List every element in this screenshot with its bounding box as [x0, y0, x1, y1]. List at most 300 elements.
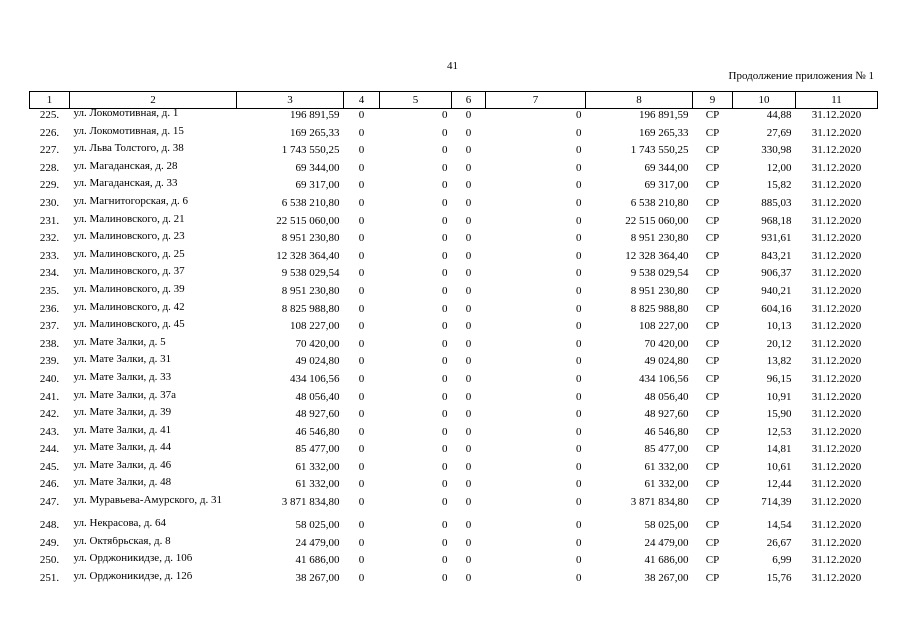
col7-value: 0	[576, 460, 582, 473]
col7-value: 0	[576, 232, 582, 245]
col8-value: 8 951 230,80	[630, 232, 689, 245]
col4-value: 0	[358, 390, 365, 403]
col7-value: 0	[576, 496, 582, 509]
col5-value: 0	[442, 196, 448, 209]
col10-value: 20,12	[766, 337, 792, 350]
col10-value: 13,82	[766, 355, 792, 368]
col8-value: 69 344,00	[644, 161, 689, 174]
col10-value: 10,61	[766, 460, 792, 473]
col5-value: 0	[442, 109, 448, 121]
col10-value: 12,53	[766, 425, 792, 438]
col7-value: 0	[576, 249, 582, 262]
col11-date: 31.12.2020	[811, 267, 862, 280]
row-number: 227.	[39, 144, 60, 157]
col4-value: 0	[358, 355, 365, 368]
address: ул. Магаданская, д. 28	[73, 161, 178, 172]
col11-date: 31.12.2020	[811, 179, 862, 192]
col4-value: 0	[358, 214, 365, 227]
col11-date: 31.12.2020	[811, 496, 862, 509]
col11-date: 31.12.2020	[811, 443, 862, 456]
col4-value: 0	[358, 302, 365, 315]
col11-date: 31.12.2020	[811, 460, 862, 473]
col4-value: 0	[358, 161, 365, 174]
address: ул. Мате Залки, д. 31	[73, 355, 172, 366]
col6-value: 0	[465, 496, 472, 509]
col7-value: 0	[576, 196, 582, 209]
col7-value: 0	[576, 144, 582, 157]
col10-value: 12,44	[766, 478, 792, 491]
address: ул. Мате Залки, д. 41	[73, 425, 172, 436]
col6-value: 0	[465, 302, 472, 315]
col5-value: 0	[442, 337, 448, 350]
col4-value: 0	[358, 144, 365, 157]
col9-code: СР	[705, 249, 720, 262]
col11-date: 31.12.2020	[811, 302, 862, 315]
row-number: 249.	[39, 536, 60, 549]
col4-value: 0	[358, 196, 365, 209]
address: ул. Малиновского, д. 45	[73, 320, 185, 331]
col11-date: 31.12.2020	[811, 337, 862, 350]
table-row	[30, 554, 878, 572]
col4-value: 0	[358, 337, 365, 350]
col3-value: 108 227,00	[290, 320, 340, 333]
col6-value: 0	[465, 232, 472, 245]
address: ул. Локомотивная, д. 1	[73, 108, 179, 119]
col6-value: 0	[465, 478, 472, 491]
table-row	[30, 408, 878, 426]
address: ул. Октябрьская, д. 8	[73, 536, 171, 547]
col7-value: 0	[576, 536, 582, 549]
column-header-10: 10	[733, 92, 796, 109]
table-row	[30, 478, 878, 496]
col11-date: 31.12.2020	[811, 320, 862, 333]
col6-value: 0	[465, 536, 472, 549]
col5-value: 0	[442, 554, 448, 567]
col3-value: 3 871 834,80	[281, 496, 340, 509]
col10-value: 885,03	[761, 196, 792, 209]
col4-value: 0	[358, 179, 365, 192]
column-header-6: 6	[452, 92, 486, 109]
row-number: 226.	[39, 126, 60, 139]
col7-value: 0	[576, 267, 582, 280]
col5-value: 0	[442, 390, 448, 403]
col6-value: 0	[465, 519, 472, 532]
table-row	[30, 537, 878, 555]
col5-value: 0	[442, 302, 448, 315]
col3-value: 38 267,00	[295, 571, 340, 584]
col8-value: 48 927,60	[644, 408, 689, 421]
col8-value: 434 106,56	[639, 372, 689, 385]
col5-value: 0	[442, 320, 448, 333]
col8-value: 49 024,80	[644, 355, 689, 368]
col3-value: 434 106,56	[290, 372, 340, 385]
col11-date: 31.12.2020	[811, 232, 862, 245]
col11-date: 31.12.2020	[811, 478, 862, 491]
col9-code: СР	[705, 267, 720, 280]
row-number: 245.	[39, 460, 60, 473]
col10-value: 843,21	[761, 249, 792, 262]
col10-value: 714,39	[761, 496, 792, 509]
col6-value: 0	[465, 372, 472, 385]
col4-value: 0	[358, 232, 365, 245]
col5-value: 0	[442, 232, 448, 245]
col3-value: 8 951 230,80	[281, 232, 340, 245]
col3-value: 196 891,59	[290, 109, 340, 121]
col8-value: 1 743 550,25	[630, 144, 689, 157]
col5-value: 0	[442, 249, 448, 262]
table-body	[30, 109, 878, 590]
col10-value: 12,00	[766, 161, 792, 174]
col6-value: 0	[465, 355, 472, 368]
col6-value: 0	[465, 460, 472, 473]
col6-value: 0	[465, 320, 472, 333]
col10-value: 27,69	[766, 126, 792, 139]
col11-date: 31.12.2020	[811, 126, 862, 139]
table-row	[30, 572, 878, 590]
col7-value: 0	[576, 519, 582, 532]
col4-value: 0	[358, 536, 365, 549]
col6-value: 0	[465, 284, 472, 297]
col5-value: 0	[442, 144, 448, 157]
col7-value: 0	[576, 320, 582, 333]
col7-value: 0	[576, 302, 582, 315]
col10-value: 96,15	[766, 372, 792, 385]
col7-value: 0	[576, 179, 582, 192]
col9-code: СР	[705, 284, 720, 297]
continuation-label: Продолжение приложения № 1	[728, 70, 874, 82]
col8-value: 38 267,00	[644, 571, 689, 584]
col11-date: 31.12.2020	[811, 355, 862, 368]
address: ул. Льва Толстого, д. 38	[73, 144, 184, 155]
col11-date: 31.12.2020	[811, 536, 862, 549]
col9-code: СР	[705, 408, 720, 421]
column-header-1: 1	[30, 92, 70, 109]
col5-value: 0	[442, 179, 448, 192]
col8-value: 58 025,00	[644, 519, 689, 532]
col8-value: 61 332,00	[644, 478, 689, 491]
row-number: 225.	[39, 109, 60, 121]
col9-code: СР	[705, 355, 720, 368]
table-row	[30, 144, 878, 162]
col10-value: 15,76	[766, 571, 792, 584]
row-number: 244.	[39, 443, 60, 456]
col9-code: СР	[705, 390, 720, 403]
col9-code: СР	[705, 109, 720, 121]
col3-value: 22 515 060,00	[276, 214, 340, 227]
col6-value: 0	[465, 337, 472, 350]
address: ул. Малиновского, д. 23	[73, 232, 185, 243]
row-number: 246.	[39, 478, 60, 491]
col8-value: 8 825 988,80	[630, 302, 689, 315]
table-row	[30, 285, 878, 303]
col9-code: СР	[705, 425, 720, 438]
column-header-9: 9	[693, 92, 733, 109]
col4-value: 0	[358, 460, 365, 473]
col7-value: 0	[576, 408, 582, 421]
col3-value: 24 479,00	[295, 536, 340, 549]
address: ул. Некрасова, д. 64	[73, 519, 166, 530]
col10-value: 44,88	[766, 109, 792, 121]
row-number: 236.	[39, 302, 60, 315]
col11-date: 31.12.2020	[811, 161, 862, 174]
table-row	[30, 179, 878, 197]
table-row	[30, 461, 878, 479]
address: ул. Мате Залки, д. 44	[73, 443, 172, 454]
col8-value: 3 871 834,80	[630, 496, 689, 509]
address: ул. Магнитогорская, д. 6	[73, 196, 188, 207]
col3-value: 58 025,00	[295, 519, 340, 532]
col9-code: СР	[705, 554, 720, 567]
table-row	[30, 496, 878, 519]
col3-value: 1 743 550,25	[281, 144, 340, 157]
col6-value: 0	[465, 267, 472, 280]
col8-value: 196 891,59	[639, 109, 689, 121]
row-number: 234.	[39, 267, 60, 280]
col9-code: СР	[705, 214, 720, 227]
col4-value: 0	[358, 249, 365, 262]
col6-value: 0	[465, 179, 472, 192]
row-number: 239.	[39, 355, 60, 368]
col7-value: 0	[576, 554, 582, 567]
col5-value: 0	[442, 126, 448, 139]
column-header-2: 2	[70, 92, 237, 109]
col9-code: СР	[705, 478, 720, 491]
col6-value: 0	[465, 443, 472, 456]
table-row	[30, 320, 878, 338]
col3-value: 12 328 364,40	[276, 249, 340, 262]
col6-value: 0	[465, 554, 472, 567]
table-row	[30, 443, 878, 461]
col11-date: 31.12.2020	[811, 109, 862, 121]
col11-date: 31.12.2020	[811, 408, 862, 421]
col9-code: СР	[705, 196, 720, 209]
table-row	[30, 519, 878, 537]
col4-value: 0	[358, 320, 365, 333]
col4-value: 0	[358, 267, 365, 280]
col5-value: 0	[442, 408, 448, 421]
col4-value: 0	[358, 425, 365, 438]
col3-value: 48 056,40	[295, 390, 340, 403]
col4-value: 0	[358, 478, 365, 491]
col8-value: 61 332,00	[644, 460, 689, 473]
col8-value: 6 538 210,80	[630, 196, 689, 209]
header-row	[30, 92, 878, 109]
col3-value: 48 927,60	[295, 408, 340, 421]
col10-value: 14,54	[766, 519, 792, 532]
col8-value: 41 686,00	[644, 554, 689, 567]
col10-value: 15,82	[766, 179, 792, 192]
col3-value: 70 420,00	[295, 337, 340, 350]
column-header-3: 3	[237, 92, 344, 109]
col7-value: 0	[576, 443, 582, 456]
row-number: 233.	[39, 249, 60, 262]
col4-value: 0	[358, 554, 365, 567]
col8-value: 12 328 364,40	[625, 249, 689, 262]
col6-value: 0	[465, 425, 472, 438]
col5-value: 0	[442, 161, 448, 174]
col3-value: 85 477,00	[295, 443, 340, 456]
col9-code: СР	[705, 320, 720, 333]
col3-value: 169 265,33	[290, 126, 340, 139]
col10-value: 906,37	[761, 267, 792, 280]
col7-value: 0	[576, 126, 582, 139]
address: ул. Мате Залки, д. 37а	[73, 390, 177, 401]
col6-value: 0	[465, 249, 472, 262]
row-number: 248.	[39, 519, 60, 532]
col6-value: 0	[465, 571, 472, 584]
address: ул. Мате Залки, д. 39	[73, 408, 172, 419]
table-row	[30, 197, 878, 215]
row-number: 235.	[39, 284, 60, 297]
col6-value: 0	[465, 161, 472, 174]
col4-value: 0	[358, 408, 365, 421]
column-header-8: 8	[586, 92, 693, 109]
col8-value: 108 227,00	[639, 320, 689, 333]
col10-value: 10,13	[766, 320, 792, 333]
table-row	[30, 373, 878, 391]
table-row	[30, 162, 878, 180]
col11-date: 31.12.2020	[811, 144, 862, 157]
col4-value: 0	[358, 372, 365, 385]
col3-value: 6 538 210,80	[281, 196, 340, 209]
col8-value: 70 420,00	[644, 337, 689, 350]
col5-value: 0	[442, 460, 448, 473]
col11-date: 31.12.2020	[811, 196, 862, 209]
address: ул. Орджоникидзе, д. 10б	[73, 554, 193, 565]
row-number: 243.	[39, 425, 60, 438]
col9-code: СР	[705, 144, 720, 157]
address: ул. Орджоникидзе, д. 12б	[73, 571, 193, 582]
row-number: 229.	[39, 179, 60, 192]
col3-value: 69 317,00	[295, 179, 340, 192]
col5-value: 0	[442, 443, 448, 456]
row-number: 231.	[39, 214, 60, 227]
col10-value: 14,81	[766, 443, 792, 456]
page-number: 41	[447, 60, 458, 72]
col7-value: 0	[576, 478, 582, 491]
col7-value: 0	[576, 214, 582, 227]
row-number: 238.	[39, 337, 60, 350]
col10-value: 968,18	[761, 214, 792, 227]
col6-value: 0	[465, 126, 472, 139]
col10-value: 26,67	[766, 536, 792, 549]
col8-value: 24 479,00	[644, 536, 689, 549]
col3-value: 8 951 230,80	[281, 284, 340, 297]
col3-value: 49 024,80	[295, 355, 340, 368]
col4-value: 0	[358, 284, 365, 297]
table-row	[30, 338, 878, 356]
col4-value: 0	[358, 109, 365, 121]
address: ул. Малиновского, д. 25	[73, 249, 185, 260]
col5-value: 0	[442, 284, 448, 297]
col6-value: 0	[465, 196, 472, 209]
col6-value: 0	[465, 144, 472, 157]
address: ул. Магаданская, д. 33	[73, 179, 178, 190]
col7-value: 0	[576, 372, 582, 385]
col9-code: СР	[705, 496, 720, 509]
col11-date: 31.12.2020	[811, 425, 862, 438]
col3-value: 8 825 988,80	[281, 302, 340, 315]
row-number: 232.	[39, 232, 60, 245]
address: ул. Локомотивная, д. 15	[73, 126, 184, 137]
col11-date: 31.12.2020	[811, 249, 862, 262]
col9-code: СР	[705, 519, 720, 532]
col6-value: 0	[465, 109, 472, 121]
col6-value: 0	[465, 408, 472, 421]
address: ул. Мате Залки, д. 5	[73, 337, 166, 348]
col9-code: СР	[705, 126, 720, 139]
table-row	[30, 355, 878, 373]
col10-value: 15,90	[766, 408, 792, 421]
col7-value: 0	[576, 355, 582, 368]
address: ул. Мате Залки, д. 46	[73, 460, 172, 471]
col3-value: 41 686,00	[295, 554, 340, 567]
row-number: 237.	[39, 320, 60, 333]
col10-value: 6,99	[772, 554, 792, 567]
address: ул. Малиновского, д. 42	[73, 302, 185, 313]
col11-date: 31.12.2020	[811, 554, 862, 567]
col9-code: СР	[705, 571, 720, 584]
table-row	[30, 426, 878, 444]
col5-value: 0	[442, 425, 448, 438]
col5-value: 0	[442, 372, 448, 385]
col4-value: 0	[358, 519, 365, 532]
col7-value: 0	[576, 161, 582, 174]
col11-date: 31.12.2020	[811, 390, 862, 403]
col9-code: СР	[705, 232, 720, 245]
col10-value: 940,21	[761, 284, 792, 297]
col7-value: 0	[576, 425, 582, 438]
column-header-5: 5	[380, 92, 452, 109]
col9-code: СР	[705, 443, 720, 456]
col4-value: 0	[358, 443, 365, 456]
col4-value: 0	[358, 496, 365, 509]
col5-value: 0	[442, 355, 448, 368]
address: ул. Малиновского, д. 39	[73, 284, 185, 295]
address: ул. Малиновского, д. 37	[73, 267, 185, 278]
table-row	[30, 391, 878, 409]
row-number: 242.	[39, 408, 60, 421]
col5-value: 0	[442, 478, 448, 491]
col9-code: СР	[705, 302, 720, 315]
col5-value: 0	[442, 536, 448, 549]
table-row	[30, 215, 878, 233]
row-number: 240.	[39, 372, 60, 385]
row-number: 230.	[39, 196, 60, 209]
table-row	[30, 303, 878, 321]
col9-code: СР	[705, 179, 720, 192]
table-row	[30, 109, 878, 127]
table-row	[30, 250, 878, 268]
col9-code: СР	[705, 337, 720, 350]
col6-value: 0	[465, 214, 472, 227]
address: ул. Мате Залки, д. 33	[73, 372, 172, 383]
col5-value: 0	[442, 496, 448, 509]
col10-value: 931,61	[761, 232, 792, 245]
col10-value: 330,98	[761, 144, 792, 157]
column-header-4: 4	[344, 92, 380, 109]
col11-date: 31.12.2020	[811, 519, 862, 532]
address: ул. Мате Залки, д. 48	[73, 478, 172, 489]
col7-value: 0	[576, 337, 582, 350]
col9-code: СР	[705, 161, 720, 174]
row-number: 241.	[39, 390, 60, 403]
table-row	[30, 127, 878, 145]
col8-value: 69 317,00	[644, 179, 689, 192]
address: ул. Малиновского, д. 21	[73, 214, 185, 225]
col5-value: 0	[442, 214, 448, 227]
col8-value: 48 056,40	[644, 390, 689, 403]
